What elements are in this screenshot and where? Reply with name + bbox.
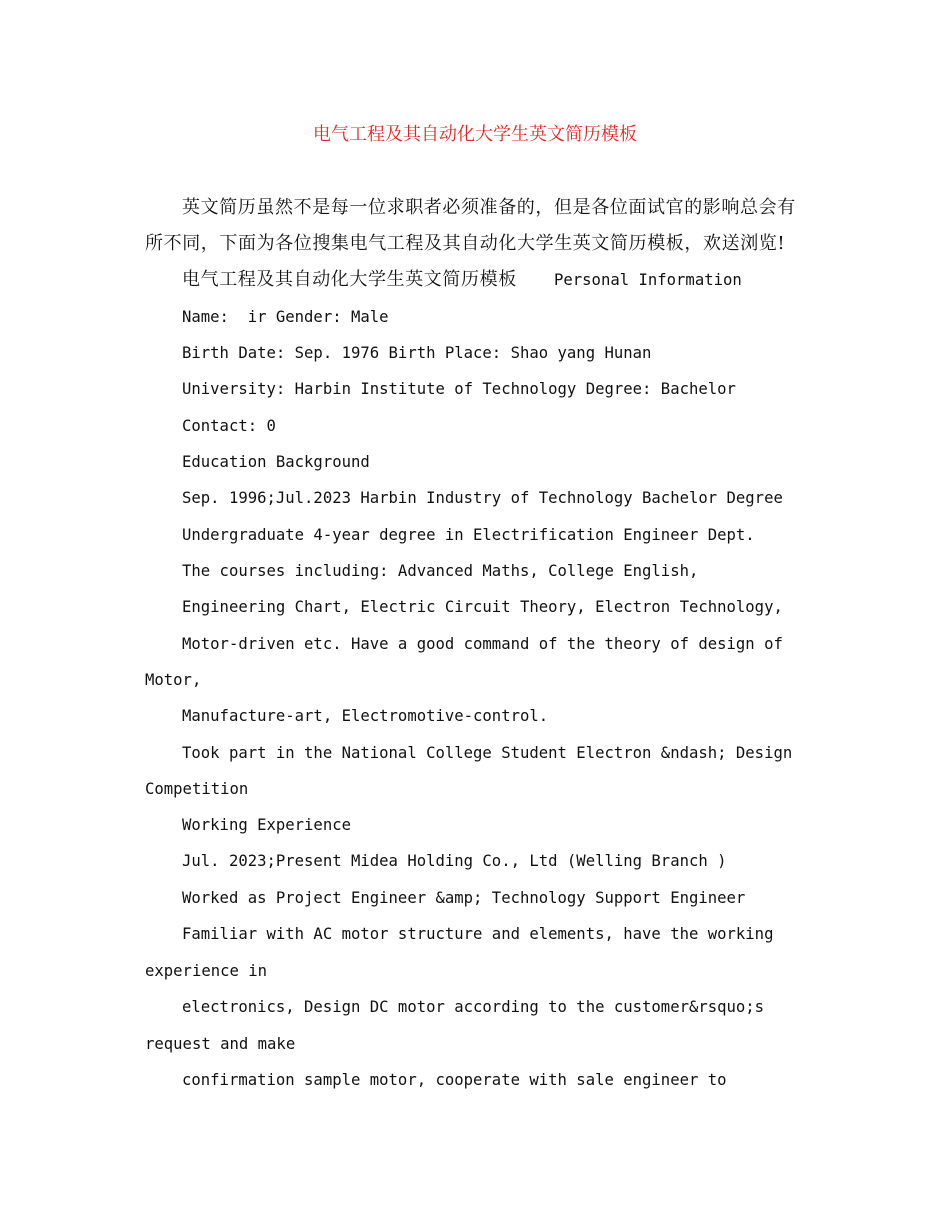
text-line: experience in [145,962,268,980]
document-title: 电气工程及其自动化大学生英文简历模板 [313,124,637,145]
text-line: Worked as Project Engineer &amp; Technology Support Engineer [182,889,746,907]
intro-line-2: 所不同，下面为各位搜集电气工程及其自动化大学生英文简历模板，欢送浏览! [145,233,786,254]
text-line: Sep. 1996;Jul.2023 Harbin Industry of Technology Bachelor Degree [182,489,783,507]
text-line: Competition [145,780,249,798]
text-line: request and make [145,1035,296,1053]
text-line: Contact: 0 [182,417,276,435]
text-line: University: Harbin Institute of Technology Degree: Bachelor [182,380,736,398]
section-personal-information: Personal Information [554,271,742,289]
text-line: The courses including: Advanced Maths, College English, [182,562,699,580]
text-line: Familiar with AC motor structure and elements, have the working [182,925,774,943]
text-line: Motor-driven etc. Have a good command of the theory of design of [182,635,783,653]
text-line: Name: ir Gender: Male [182,308,389,326]
text-line: Engineering Chart, Electric Circuit Theory, Electron Technology, [182,598,783,616]
text-line: Undergraduate 4-year degree in Electrification Engineer Dept. [182,526,755,544]
text-line: Birth Date: Sep. 1976 Birth Place: Shao yang Hunan [182,344,652,362]
text-line: confirmation sample motor, cooperate with sale engineer to [182,1071,727,1089]
resume-heading: 电气工程及其自动化大学生英文简历模板 [182,269,517,290]
text-line: Manufacture-art, Electromotive-control. [182,707,549,725]
text-line: Took part in the National College Student Electron &ndash; Design [182,744,793,762]
section-education-background: Education Background [182,453,370,471]
intro-line-1: 英文简历虽然不是每一位求职者必须准备的，但是各位面试官的影响总会有 [182,197,796,218]
section-working-experience: Working Experience [182,816,351,834]
text-line: Motor, [145,671,202,689]
text-line: Jul. 2023;Present Midea Holding Co., Ltd (Welling Branch ) [182,852,727,870]
text-line: electronics, Design DC motor according to the customer&rsquo;s [182,998,765,1016]
